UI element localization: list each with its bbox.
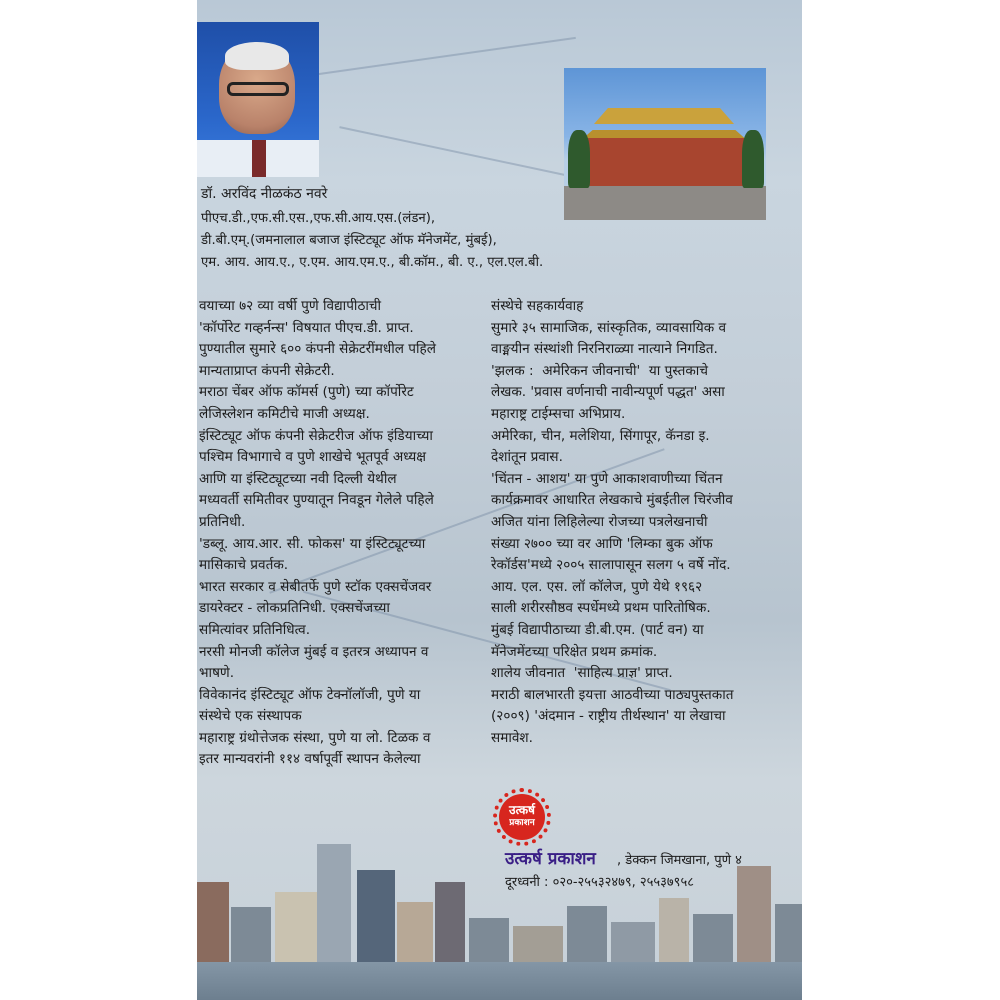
text-line: महाराष्ट्र ग्रंथोत्तेजक संस्था, पुणे या लो. टिळक व <box>199 729 431 746</box>
text-line: भारत सरकार व सेबीतर्फे पुणे स्टॉक एक्सचेंजवर <box>199 578 432 595</box>
author-degrees <box>201 208 543 274</box>
text-line: 'चिंतन - आशय' या पुणे आकाशवाणीच्या चिंतन <box>491 470 723 487</box>
degree-line: एम. आय. आय.ए., ए.एम. आय.एम.ए., बी.कॉम., बी. ए., एल.एल.बी. <box>201 255 544 270</box>
publisher-phone: दूरध्वनी : ०२०-२५५३२४७९, २५५३७९५८ <box>505 875 694 890</box>
text-line: 'झलक : अमेरिकन जीवनाची' या पुस्तकाचे <box>491 362 708 379</box>
text-line: मासिकाचे प्रवर्तक. <box>199 557 289 574</box>
text-line: लेजिस्लेशन कमिटीचे माजी अध्यक्ष. <box>199 405 370 422</box>
publisher-logo <box>499 794 545 840</box>
text-line: समित्यांवर प्रतिनिधित्व. <box>199 621 311 638</box>
text-line: समावेश. <box>491 729 533 746</box>
text-line: मराठा चेंबर ऑफ कॉमर्स (पुणे) च्या कॉर्पोरेट <box>199 384 414 401</box>
author-photo <box>197 22 319 177</box>
text-line: विवेकानंद इंस्टिट्यूट ऑफ टेक्नॉलॉजी, पुणे या <box>199 686 421 703</box>
bio-left-column <box>199 296 436 771</box>
text-line: अमेरिका, चीन, मलेशिया, सिंगापूर, कॅनडा इ. <box>491 427 710 444</box>
text-line: कार्यक्रमावर आधारित लेखकाचे मुंबईतील चिरंजीव <box>491 492 733 509</box>
author-name: डॉ. अरविंद नीळकंठ नवरे <box>201 186 328 202</box>
text-line: इंस्टिट्यूट ऑफ कंपनी सेक्रेटरीज ऑफ इंडियाच्या <box>199 427 433 444</box>
text-line: मुंबई विद्यापीठाच्या डी.बी.एम. (पार्ट वन) या <box>491 621 704 638</box>
text-line: 'डब्लू. आय.आर. सी. फोकस' या इंस्टिट्यूटच्या <box>199 535 426 552</box>
text-line: रेकॉर्डस'मध्ये २००५ सालापासून सलग ५ वर्षे नोंद. <box>491 557 731 574</box>
text-line: मध्यवर्ती समितीवर पुण्यातून निवडून गेलेले पहिले <box>199 492 434 509</box>
text-line: डायरेक्टर - लोकप्रतिनिधी. एक्सचेंजच्या <box>199 600 390 617</box>
map-line <box>318 37 576 75</box>
degree-line: डी.बी.एम्.(जमनालाल बजाज इंस्टिट्यूट ऑफ मॅनेजमेंट, मुंबई), <box>201 233 497 248</box>
text-line: वयाच्या ७२ व्या वर्षी पुणे विद्यापीठाची <box>199 298 382 314</box>
text-line: सुमारे ३५ सामाजिक, सांस्कृतिक, व्यावसायिक व <box>491 319 727 336</box>
text-line: लेखक. 'प्रवास वर्णनाची नावीन्यपूर्ण पद्धत' असा <box>491 384 725 401</box>
text-line: (२००९) 'अंदमान - राष्ट्रीय तीर्थस्थान' या लेखाचा <box>491 708 726 725</box>
text-line: संस्थेचे एक संस्थापक <box>199 708 302 725</box>
degree-line: पीएच.डी.,एफ.सी.एस.,एफ.सी.आय.एस.(लंडन), <box>201 211 436 226</box>
logo-text-bottom: प्रकाशन <box>509 818 535 828</box>
map-line <box>339 126 564 176</box>
text-line: भाषणे. <box>199 665 235 682</box>
back-cover <box>197 0 802 1000</box>
text-line: पुण्यातील सुमारे ६०० कंपनी सेक्रेटरींमधील पहिले <box>199 341 436 358</box>
text-line: पश्चिम विभागाचे व पुणे शाखेचे भूतपूर्व अध्यक्ष <box>199 449 427 466</box>
text-line: मराठी बालभारती इयत्ता आठवीच्या पाठ्यपुस्तकात <box>491 686 734 703</box>
text-line: संस्थेचे सहकार्यवाह <box>491 298 584 314</box>
palace-photo <box>564 68 766 220</box>
text-line: आणि या इंस्टिट्यूटच्या नवी दिल्ली येथील <box>199 470 397 487</box>
text-line: अजित यांना लिहिलेल्या रोजच्या पत्रलेखनाची <box>491 513 708 530</box>
text-line: देशांतून प्रवास. <box>491 449 563 466</box>
text-line: आय. एल. एस. लॉ कॉलेज, पुणे येथे १९६२ <box>491 578 703 595</box>
publisher-name: उत्कर्ष प्रकाशन <box>505 849 596 869</box>
text-line: साली शरीरसौष्ठव स्पर्धेमध्ये प्रथम पारितोषिक. <box>491 600 711 617</box>
text-line: मान्यताप्राप्त कंपनी सेक्रेटरी. <box>199 362 335 379</box>
text-line: महाराष्ट्र टाईम्सचा अभिप्राय. <box>491 405 626 422</box>
text-line: 'कॉर्पोरेट गव्हर्नन्स' विषयात पीएच.डी. प्राप्त. <box>199 319 414 336</box>
text-line: इतर मान्यवरांनी ११४ वर्षापूर्वी स्थापन केलेल्या <box>199 751 421 768</box>
logo-text-top: उत्कर्ष <box>509 803 535 817</box>
bio-right-column <box>491 296 734 749</box>
text-line: संख्या २७०० च्या वर आणि 'लिम्का बुक ऑफ <box>491 535 713 552</box>
text-line: वाङ्मयीन संस्थांशी निरनिराळ्या नात्याने निगडित. <box>491 341 718 358</box>
text-line: मॅनेजमेंटच्या परिक्षेत प्रथम क्रमांक. <box>491 643 658 660</box>
text-line: शालेय जीवनात 'साहित्य प्राज्ञ' प्राप्त. <box>491 665 673 682</box>
text-line: नरसी मोनजी कॉलेज मुंबई व इतरत्र अध्यापन व <box>199 643 429 660</box>
text-line: प्रतिनिधी. <box>199 513 246 530</box>
publisher-address: , डेक्कन जिमखाना, पुणे ४ <box>617 853 742 868</box>
